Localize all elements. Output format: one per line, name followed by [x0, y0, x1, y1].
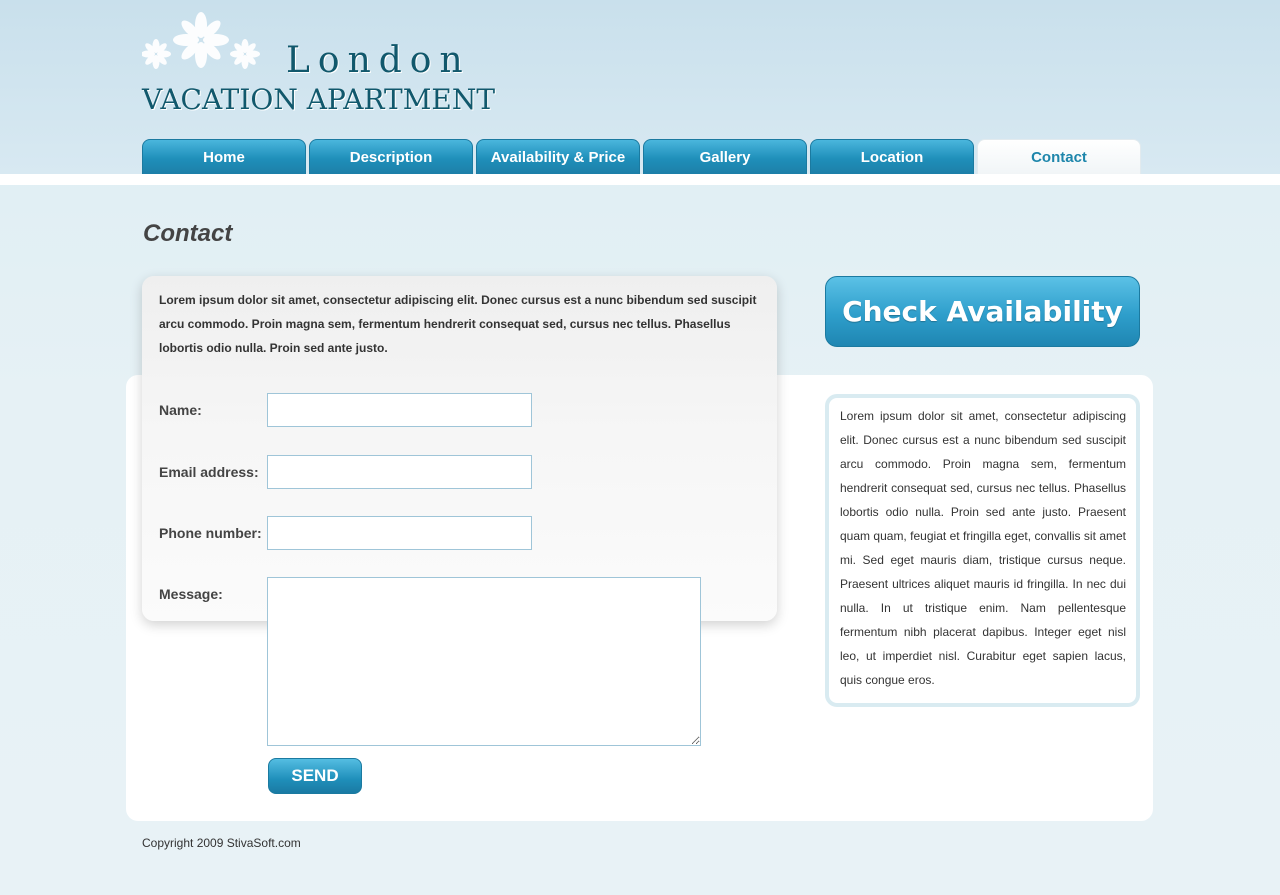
phone-input[interactable]	[267, 516, 532, 550]
send-button[interactable]: SEND	[268, 758, 362, 794]
message-textarea[interactable]	[267, 577, 701, 746]
email-input[interactable]	[267, 455, 532, 489]
tab-gallery[interactable]: Gallery	[643, 139, 807, 174]
page-title: Contact	[143, 220, 233, 247]
snowflake-flowers-icon	[142, 10, 272, 72]
sidebar-text: Lorem ipsum dolor sit amet, consectetur adipiscing elit. Donec cursus est a nunc bibendum sed suscipit arcu commodo. Proin magna sem, fermentum hendrerit consequat sed, cursus nec tellus. Phasellus lobortis odio nulla. Proin sed ante justo. Praesent quam quam, feugiat et fringilla eget, convallis sit amet mi. Sed eget mauris diam, tristique cursus neque. Praesent ultrices aliquet mauris id fringilla. In nec dui nulla. In ut tristique enim. Nam pellentesque fermentum nibh placerat dapibus. Integer eget nisl leo, ut imperdiet nisl. Curabitur eget sapien lacus, quis congue eros.	[840, 409, 1126, 687]
message-label: Message:	[159, 586, 223, 602]
tab-contact[interactable]: Contact	[977, 139, 1141, 174]
logo-title: London	[286, 40, 471, 81]
tab-location[interactable]: Location	[810, 139, 974, 174]
header-divider	[0, 174, 1280, 185]
main-nav	[142, 139, 1141, 174]
check-availability-button[interactable]: Check Availability	[825, 276, 1140, 347]
logo-subtitle: VACATION APARTMENT	[142, 83, 496, 116]
footer-copyright: Copyright 2009 StivaSoft.com	[142, 836, 301, 850]
name-input[interactable]	[267, 393, 532, 427]
form-intro-text: Lorem ipsum dolor sit amet, consectetur adipiscing elit. Donec cursus est a nunc bibendum sed suscipit arcu commodo. Proin magna sem, fermentum hendrerit consequat sed, cursus nec tellus. Phasellus lobortis odio nulla. Proin sed ante justo.	[159, 293, 757, 355]
logo[interactable]	[142, 10, 496, 116]
name-label: Name:	[159, 402, 202, 418]
tab-description[interactable]: Description	[309, 139, 473, 174]
phone-label: Phone number:	[159, 525, 262, 541]
tab-home[interactable]: Home	[142, 139, 306, 174]
email-label: Email address:	[159, 464, 259, 480]
tab-availability-price[interactable]: Availability & Price	[476, 139, 640, 174]
